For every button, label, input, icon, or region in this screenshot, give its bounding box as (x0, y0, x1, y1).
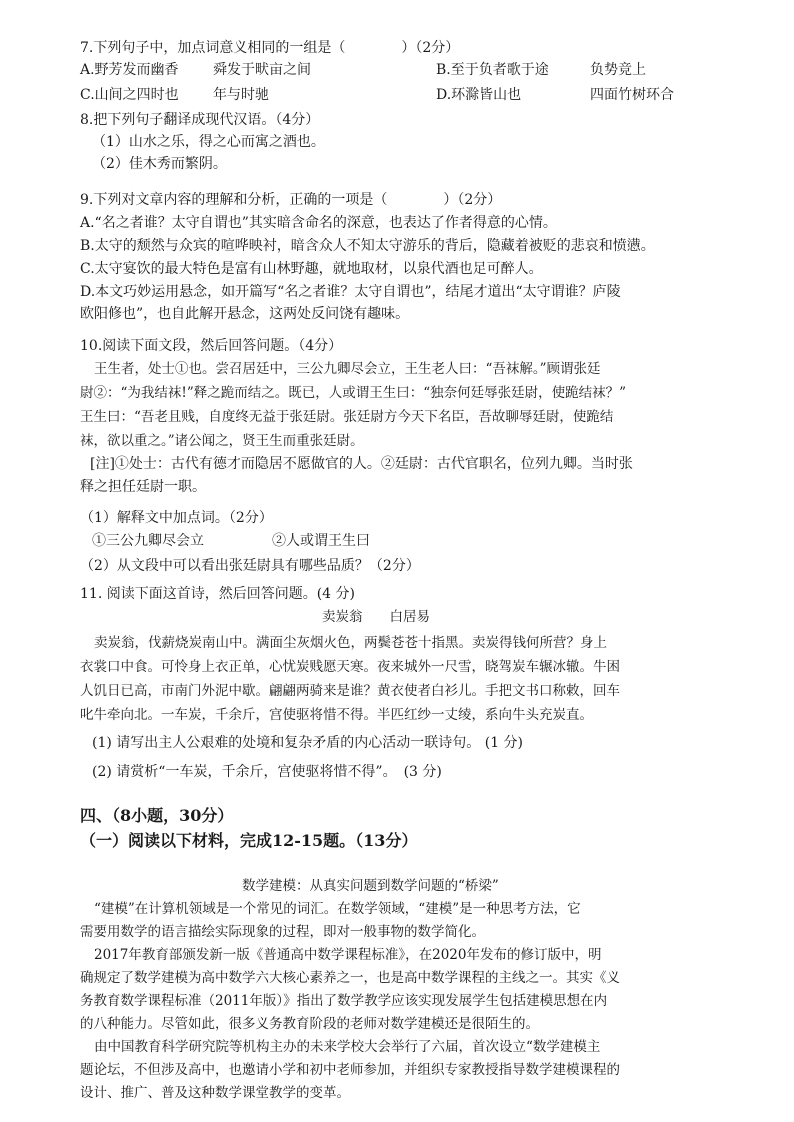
article-line: 2017年教育部颁发新一版《普通高中数学课程标准》，在2020年发布的修订版中，明 (94, 947, 602, 963)
q10-note: [注]①处士：古代有德才而隐居不愿做官的人。②廷尉：古代官职名，位列九卿。当时张 (90, 456, 633, 472)
article-line: 题论坛，不但涉及高中，也邀请小学和初中老师参加，并组织专家教授指导数学建模课程的 (80, 1062, 620, 1078)
q10-passage-line: 袜，欲以重之。”诸公闻之，贤王生而重张廷尉。 (80, 433, 364, 449)
q7-option-a2: 舜发于畎亩之间 (213, 62, 311, 78)
q8-item-2: （2）佳木秀而繁阴。 (92, 156, 227, 172)
article-line: 确规定了数学建模为高中数学六大核心素养之一，也是高中数学课程的主线之一。其实《义 (80, 970, 620, 986)
q7-option-a: A.野芳发而幽香 (80, 62, 179, 78)
article-line: 设计、推广、普及这种数学课堂教学的变革。 (80, 1085, 350, 1101)
q7-option-c: C.山间之四时也 (80, 87, 179, 103)
q10-passage-line: 王生者，处士①也。尝召居廷中，三公九卿尽会立，王生老人曰：“吾袜解。”顾谓张廷 (94, 361, 601, 377)
poem-line: 人饥日已高，市南门外泥中歇。翩翩两骑来是谁？黄衣使者白衫儿。手把文书口称敕，回车 (80, 683, 620, 699)
q7-option-b: B.至于负者歌于途 (436, 62, 549, 78)
article-line: 的八种能力。尽管如此，很多义务教育阶段的老师对数学建模还是很陌生的。 (80, 1016, 539, 1032)
poem-line: 卖炭翁，伐薪烧炭南山中。满面尘灰烟火色，两鬓苍苍十指黑。卖炭得钱何所营？身上 (94, 635, 607, 651)
q10-sub-2: （2）从文段中可以看出张廷尉具有哪些品质？（2分） (80, 558, 420, 574)
q11-sub-2: (2) 请赏析“一车炭，千余斤，宫使驱将惜不得”。 (3 分) (92, 764, 442, 780)
q7-option-c2: 年与时驰 (213, 87, 269, 103)
q9-option-d-cont: 欧阳修也”，也自此解开悬念，这两处反问饶有趣味。 (80, 306, 410, 322)
q7-option-d: D.环滁皆山也 (436, 87, 522, 103)
q7-option-d2: 四面竹树环合 (590, 87, 674, 103)
q10-sub-1b: ②人或谓王生曰 (272, 533, 370, 549)
q10-passage-line: 尉②：“为我结袜!”释之跪而结之。既已，人或谓王生曰：“独奈何廷辱张廷尉，使跪结袜？” (80, 385, 627, 401)
article-line: “建模”在计算机领域是一个常见的词汇。在数学领域，“建模”是一种思考方法，它 (94, 901, 581, 917)
article-line: 由中国教育科学研究院等机构主办的未来学校大会举行了六届，首次设立“数学建模主 (94, 1039, 601, 1055)
q11-stem: 11. 阅读下面这首诗，然后回答问题。(4 分) (80, 586, 355, 602)
section-subheading: （一）阅读以下材料，完成12-15题。（13分） (80, 831, 418, 850)
q7-stem: 7.下列句子中，加点词意义相同的一组是（ ）（2分） (80, 40, 460, 56)
q9-option-a: A.“名之者谁？太守自谓也”其实暗含命名的深意，也表达了作者得意的心情。 (80, 215, 557, 231)
section-heading: 四、（8小题，30分） (80, 806, 234, 825)
q10-sub-1a: ①三公九卿尽会立 (92, 533, 204, 549)
q9-option-c: C.太守宴饮的最大特色是富有山林野趣，就地取材，以泉代酒也足可醉人。 (80, 261, 543, 277)
q7-option-b2: 负势竞上 (590, 62, 646, 78)
article-line: 务教育数学课程标准（2011年版）》指出了数学教学应该实现发展学生包括建模思想在内 (80, 993, 608, 1009)
q10-passage-line: 王生曰：“吾老且贱，自度终无益于张廷尉。张廷尉方今天下名臣，吾故聊辱廷尉，使跪结 (80, 409, 614, 425)
q8-stem: 8.把下列句子翻译成现代汉语。（4分） (80, 112, 320, 128)
poem-line: 叱牛牵向北。一车炭，千余斤，宫使驱将惜不得。半匹红纱一丈绫，系向牛头充炭直。 (80, 707, 593, 723)
q9-stem: 9.下列对文章内容的理解和分析，正确的一项是（ ）（2分） (80, 192, 502, 208)
article-line: 需要用数学的语言描绘实际现象的过程，即对一般事物的数学简化。 (80, 924, 485, 940)
q10-sub-1: （1）解释文中加点词。（2分） (80, 510, 273, 526)
article-title: 数学建模：从真实问题到数学问题的“桥梁” (242, 878, 499, 894)
q9-option-b: B.太守的颓然与众宾的喧哗映衬，暗含众人不知太守游乐的背后，隐藏着被贬的悲哀和愤懑。 (80, 238, 655, 254)
q11-sub-1: (1) 请写出主人公艰难的处境和复杂矛盾的内心活动一联诗句。 (1 分) (92, 735, 524, 751)
poem-line: 衣裳口中食。可怜身上衣正单，心忧炭贱愿天寒。夜来城外一尺雪，晓驾炭车辗冰辙。牛困 (80, 659, 620, 675)
q10-note-cont: 释之担任廷尉一职。 (80, 479, 206, 495)
q9-option-d: D.本文巧妙运用悬念，如开篇写“名之者谁？太守自谓也”，结尾才道出“太守谓谁？庐陵 (80, 284, 621, 300)
q8-item-1: （1）山水之乐，得之心而寓之酒也。 (92, 134, 325, 150)
q10-stem: 10.阅读下面文段，然后回答问题。（4分） (80, 338, 343, 354)
poem-title: 卖炭翁 白居易 (322, 609, 430, 625)
